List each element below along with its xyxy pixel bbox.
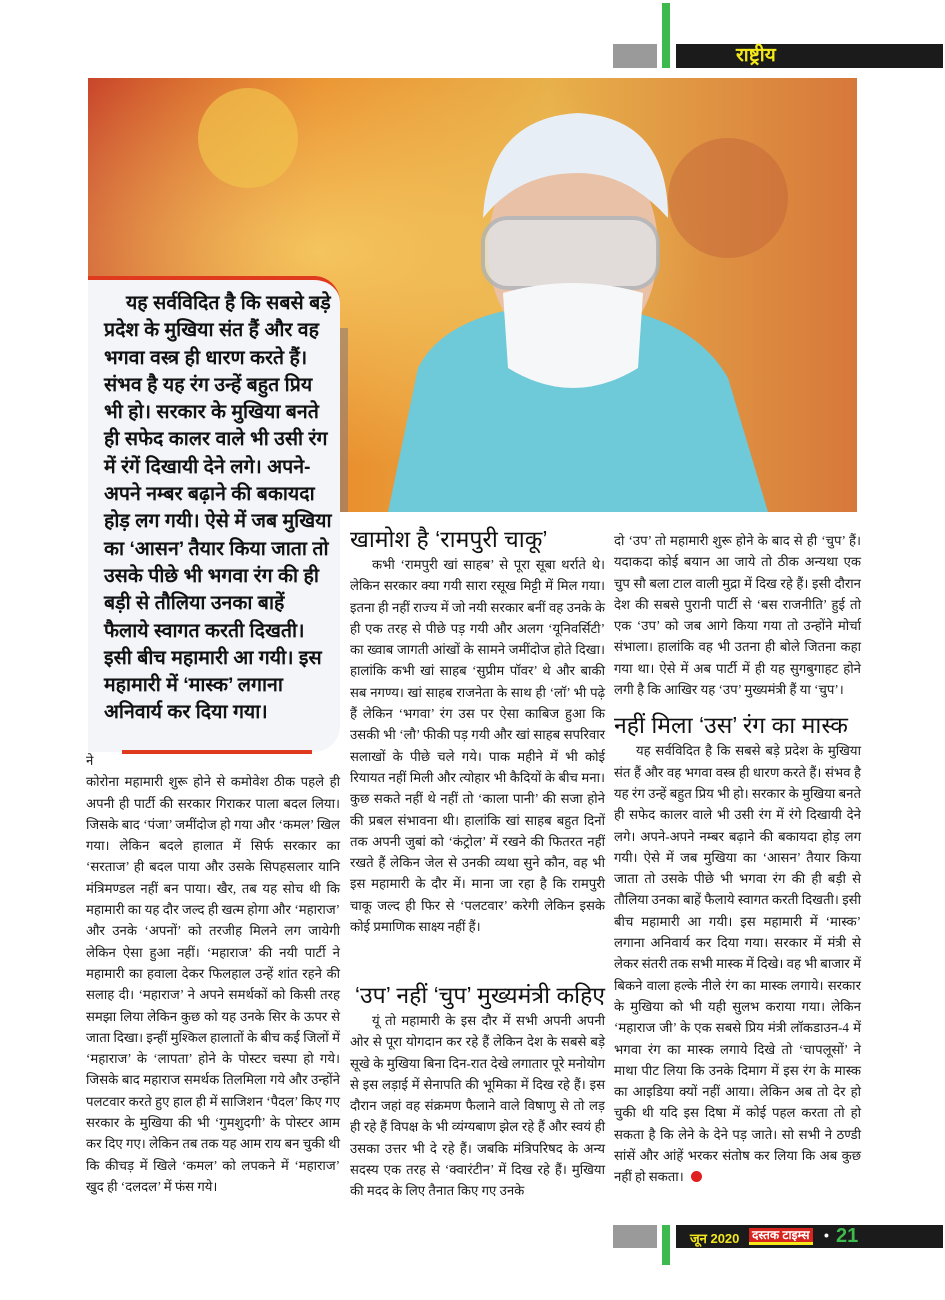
footer-gray-block [613, 1225, 657, 1248]
section-header-bar [676, 44, 943, 68]
subheading-up-nahi-chup: ‘उप’ नहीं ‘चुप’ मुख्यमंत्री कहिए [354, 982, 605, 1008]
section-label: राष्ट्रीय [736, 45, 776, 66]
column-3-body-2-text: यह सर्वविदित है कि सबसे बड़े प्रदेश के मुखिया संत हैं और वह भगवा वस्त्र ही धारण करते हैं। संभव है यह रंग उन्हें बहुत प्रिय भी हो। सरकार के मुखिया बनते ही सफेद कालर वाले भी उसी रंग में रंगे दिखायी देने लगे। अपने-अपने नम्बर बढ़ाने की बकायदा होड़ लग गयी। ऐसे में जब मुखिया का ‘आसन’ तैयार किया जाता तो उसके पीछे भी भगवा रंग की ही बड़ी से तौलिया उनका बाहें फैलाये स्वागत करती दिखती। इसी बीच महामारी आ गयी। इस महामारी में ‘मास्क’ लगाना अनिवार्य कर दिया गया। सरकार में मंत्री से लेकर संतरी तक सभी मास्क में दिखे। वह भी बाजार में बिकने वाला हल्के नीले रंग का मास्क लगाये। सरकार के मुखिया को भी यही सुलभ कराया गया। लेकिन ‘महाराज जी’ के एक सबसे प्रिय मंत्री लॉकडाउन-4 में भगवा रंग का मास्क लगाये दिखे तो ‘चापलूसों’ ने माथा पीट लिया कि उनके दिमाग में इस रंग के मास्क का आइडिया क्यों नहीं आया। लेकिन अब तो देर हो चुकी थी यदि इस दिषा में कोई पहल करता तो हो सकता है कि लेने के देने पड़ जाते। सो सभी ने ठण्डी सांसें और आंहें भरकर संतोष कर लिया कि अब कुछ नहीं हो सकता। [614, 743, 862, 1185]
end-mark-icon [691, 1171, 702, 1182]
footer-bar [676, 1225, 943, 1248]
page-number: 21 [836, 1225, 859, 1247]
column-3-body-2 [614, 740, 861, 1187]
pull-quote-text: यह सर्वविदित है कि सबसे बड़े प्रदेश के मुखिया संत हैं और वह भगवा वस्त्र ही धारण करते हैं। संभव है यह रंग उन्हें बहुत प्रिय भी हो। सरकार के मुखिया बनते ही सफेद कालर वाले भी उसी रंग में रंगें दिखायी देने लगे। अपने-अपने नम्बर बढ़ाने की बकायदा होड़ लग गयी। ऐसे में जब मुखिया का ‘आसन’ तैयार किया जाता तो उसके पीछे भी भगवा रंग की ही बड़ी से तौलिया उनका बाहें फैलाये स्वागत करती दिखती। इसी बीच महामारी आ गयी। इस महामारी में ‘मास्क’ लगाना अनिवार्य कर दिया गया। [104, 292, 332, 724]
lead-word: ने [86, 753, 94, 768]
column-1-body: कोरोना महामारी शुरू होने से कमोवेश ठीक पहले ही अपनी ही पार्टी की सरकार गिराकर पाला बदल लिया। जिसके बाद ‘पंजा’ जमींदोज हो गया और ‘कमल’ खिल गया। लेकिन बदले हालात में सिर्फ सरकार का ‘सरताज’ ही बदल पाया और उसके सिपहसलार यानि मंत्रिमण्डल नहीं बन पाया। खैर, तब यह सोच थी कि महामारी का यह दौर जल्द ही खत्म होगा और ‘महाराज’ और उनके ‘अपनों’ को तरजीह मिलने लग जायेगी लेकिन ऐसा हुआ नहीं। ‘महाराज’ की नयी पार्टी ने महामारी का हवाला देकर फिलहाल उन्हें शांत रहने की सलाह दी। ‘महाराज’ ने अपने समर्थकों को किसी तरह समझा लिया लेकिन कुछ को यह उनके सिर के ऊपर से जाता दिखा। इन्हीं मुश्किल हालातों के बीच कई जिलों में ‘महाराज’ के ‘लापता’ होने के पोस्टर चस्पा हो गये। जिसके बाद महाराज समर्थक तिलमिला गये और उन्होंने पलटवार करते हुए हाल ही में साजिशन ‘पैदल’ किए गए सरकार के मुखिया की भी ‘गुमशुदगी’ के पोस्टर आम कर दिए गए। लेकिन तब तक यह आम राय बन चुकी थी कि कीचड़ में खिले ‘कमल’ को लपकने में ‘महाराज’ खुद ही ‘दलदल’ में फंस गये। [86, 774, 340, 1194]
header-gray-block [613, 44, 657, 68]
magazine-logo: दस्तक टाइम्स [749, 1228, 813, 1245]
header-green-bar [662, 3, 670, 68]
column-2-body-1: कभी ‘रामपुरी खां साहब’ से पूरा सूबा थर्राते थे। लेकिन सरकार क्या गयी सारा रसूख मिट्टी में मिल गया। इतना ही नहीं राज्य में जो नयी सरकार बनीं वह उनके के ही एक तरह से पीछे पड़ गयी और अलग ‘यूनिवर्सिटी’ का ख्वाब जागती आंखों के सामने जमींदोज होते दिखा। हालांकि कभी खां साहब ‘सुप्रीम पॉवर’ थे और बाकी सब नगण्य। खां साहब राजनेता के साथ ही ‘लॉ’ भी पढ़े हैं लेकिन ‘भगवा’ रंग उस पर ऐसा काबिज हुआ कि उसकी भी ‘लौ’ फीकी पड़ गयी और खां साहब सपरिवार सलाखों के पीछे चले गये। पाक महीने में भी कोई रियायत नहीं मिली और त्योहार भी कैदियों के बीच मना। कुछ सकते नहीं थे नहीं तो ‘काला पानी’ की सजा होने की प्रबल संभावना थी। हालांकि खां साहब बहुत दिनों तक अपनी जुबां को ‘कंट्रोल’ में रखने की फितरत नहीं रखते हैं लेकिन जेल से उनकी व्यथा सुने कौन, वह भी इस महामारी के दौर में। माना जा रहा है कि रामपुरी चाकू जल्द ही फिर से ‘पलटवार’ करेगी लेकिन इसके कोई प्रमाणिक साक्ष्य नहीं हैं। [350, 557, 605, 935]
footer-green-bar [662, 1225, 670, 1265]
subheading-rampuri-chaku: खामोश है ‘रामपुरी चाकू’ [350, 526, 548, 552]
issue-date: जून 2020 [690, 1231, 740, 1246]
column-2-lower [350, 980, 605, 1202]
pull-quote-box [88, 276, 340, 752]
column-3 [614, 530, 861, 1188]
footer-separator: • [824, 1227, 829, 1243]
subheading-mask: नहीं मिला ‘उस’ रंग का मास्क [614, 712, 848, 739]
column-1 [86, 750, 340, 1197]
column-2 [350, 524, 605, 937]
column-3-body-1: दो ‘उप’ तो महामारी शुरू होने के बाद से ही ‘चुप’ हैं। यदाकदा कोई बयान आ जाये तो ठीक अन्यथा एक चुप सौ बला टाल वाली मुद्रा में दिख रहे हैं। इसी दौरान देश की सबसे पुरानी पार्टी से ‘बस राजनीति’ हुई तो एक ‘उप’ को जब आगे किया गया तो उन्होंने मोर्चा संभाला। हालांकि वह भी उतना ही बोले जितना कहा गया था। ऐसे में अब पार्टी में ही यह सुगबुगाहट होने लगी है कि आखिर यह ‘उप’ मुख्यमंत्री हैं या ‘चुप’। [614, 533, 861, 698]
column-2-body-2: यूं तो महामारी के इस दौर में सभी अपनी अपनी ओर से पूरा योगदान कर रहे हैं लेकिन देश के सबसे बड़े सूखे के मुखिया बिना दिन-रात देखे लगातार पूरे मनोयोग से इस लड़ाई में सेनापति की भूमिका में दिख रहे हैं। इस दौरान जहां वह संक्रमण फैलाने वाले विषाणु से तो लड़ ही रहे हैं विपक्ष के भी व्यंग्यबाण झेल रहे हैं और स्वयं ही उसका उत्तर भी दे रहे हैं। जबकि मंत्रिपरिषद के अन्य सदस्य एक तरह से ‘क्वारंटीन’ में दिख रहे हैं। मुखिया की मदद के लिए तैनात किए गए उनके [350, 1013, 605, 1199]
